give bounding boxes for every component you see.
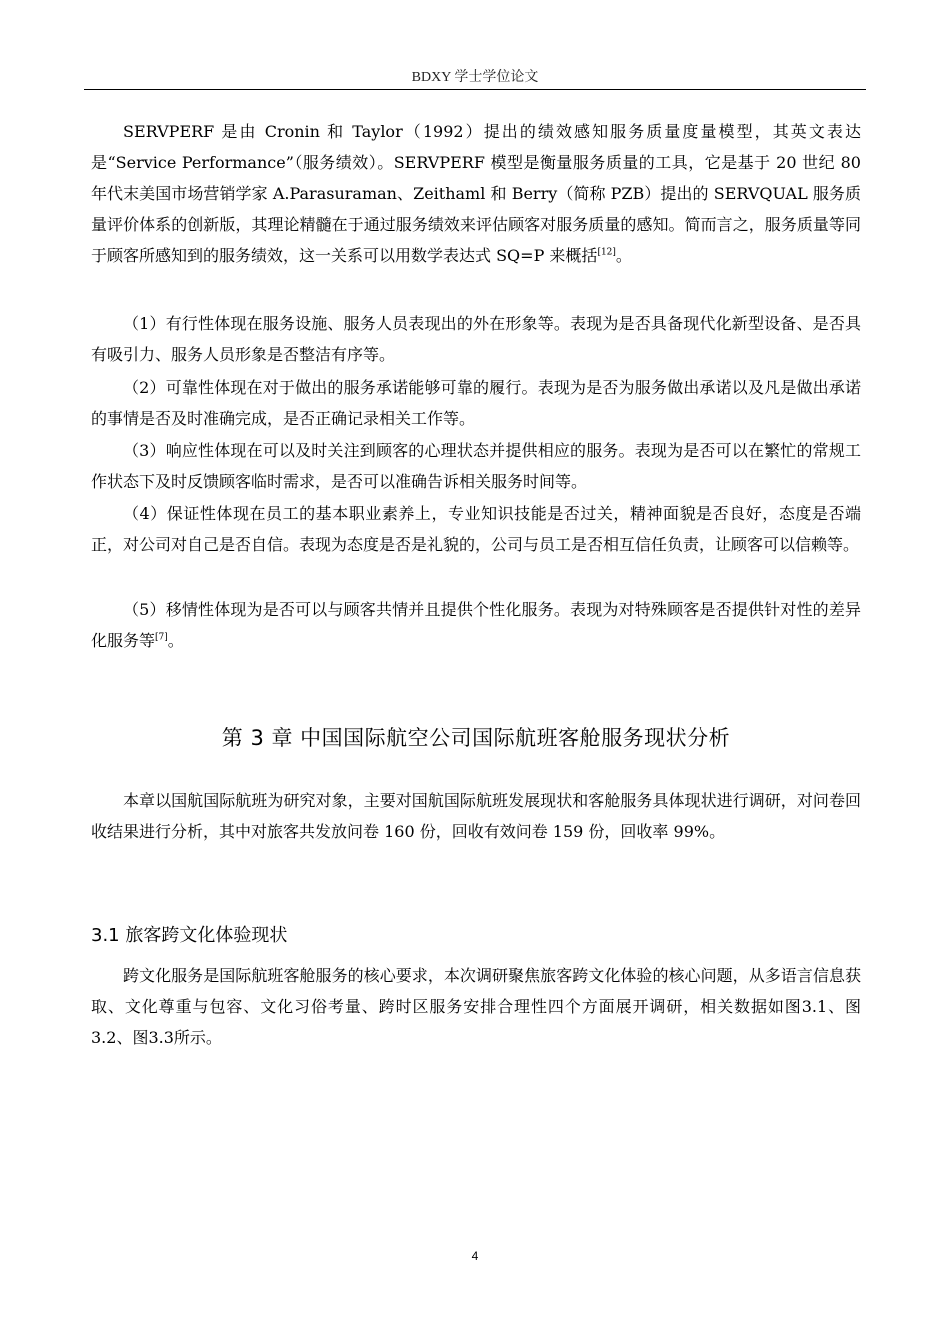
citation-12: [12] xyxy=(597,247,616,258)
list-item-4: （4）保证性体现在员工的基本职业素养上，专业知识技能是否过关，精神面貌是否良好，态度是否端正，对公司对自己是否自信。表现为态度是否是礼貌的，公司与员工是否相互信任负责，让顾客可以信赖等。 xyxy=(91,504,861,554)
page-number: 4 xyxy=(471,1249,479,1263)
list-item-3: （3）响应性体现在可以及时关注到顾客的心理状态并提供相应的服务。表现为是否可以在繁忙的常规工作状态下及时反馈顾客临时需求，是否可以准确告诉相关服务时间等。 xyxy=(91,441,861,491)
list-item-5-text: （5）移情性体现为是否可以与顾客共情并且提供个性化服务。表现为对特殊顾客是否提供针对性的差异化服务等 xyxy=(91,600,861,650)
chapter-title: 第 3 章 中国国际航空公司国际航班客舱服务现状分析 xyxy=(221,726,731,750)
header-rule xyxy=(84,89,866,90)
servperf-paragraph xyxy=(91,116,861,271)
citation-7: [7] xyxy=(155,632,168,643)
section-paragraph: 跨文化服务是国际航班客舱服务的核心要求，本次调研聚焦旅客跨文化体验的核心问题，从多语言信息获取、文化尊重与包容、文化习俗考量、跨时区服务安排合理性四个方面展开调研，相关数据如图3.1、图3.2、图3.3所示。 xyxy=(91,966,861,1047)
sentence-end: 。 xyxy=(167,631,184,650)
chapter-intro-paragraph: 本章以国航国际航班为研究对象，主要对国航国际航班发展现状和客舱服务具体现状进行调研，对问卷回收结果进行分析，其中对旅客共发放问卷 160 份，回收有效问卷 159 份，回收率 99%。 xyxy=(91,791,861,841)
running-header: BDXY 学士学位论文 xyxy=(411,70,539,85)
list-item-1: （1）有行性体现在服务设施、服务人员表现出的外在形象等。表现为是否具备现代化新型设备、是否具有吸引力、服务人员形象是否整洁有序等。 xyxy=(91,314,861,364)
list-item-2: （2）可靠性体现在对于做出的服务承诺能够可靠的履行。表现为是否为服务做出承诺以及凡是做出承诺的事情是否及时准确完成，是否正确记录相关工作等。 xyxy=(91,378,861,428)
sentence-end: 。 xyxy=(615,246,632,265)
list-item-5 xyxy=(91,594,861,656)
servperf-text: SERVPERF 是由 Cronin 和 Taylor（1992）提出的绩效感知服务质量度量模型，其英文表达是“Service Performance”（服务绩效）。SERVPERF 模型是衡量服务质量的工具，它是基于 20 世纪 80 年代末美国市场营销学家 A.Parasuraman、Zeithaml 和 Berry（简称 PZB）提出的 SERVQUAL 服务质量评价体系的创新版，其理论精髓在于通过服务绩效来评估顾客对服务质量的感知。简而言之，服务质量等同于顾客所感知到的服务绩效，这一关系可以用数学表达式 SQ=P 来概括 xyxy=(91,122,861,265)
section-title: 3.1 旅客跨文化体验现状 xyxy=(91,925,288,946)
